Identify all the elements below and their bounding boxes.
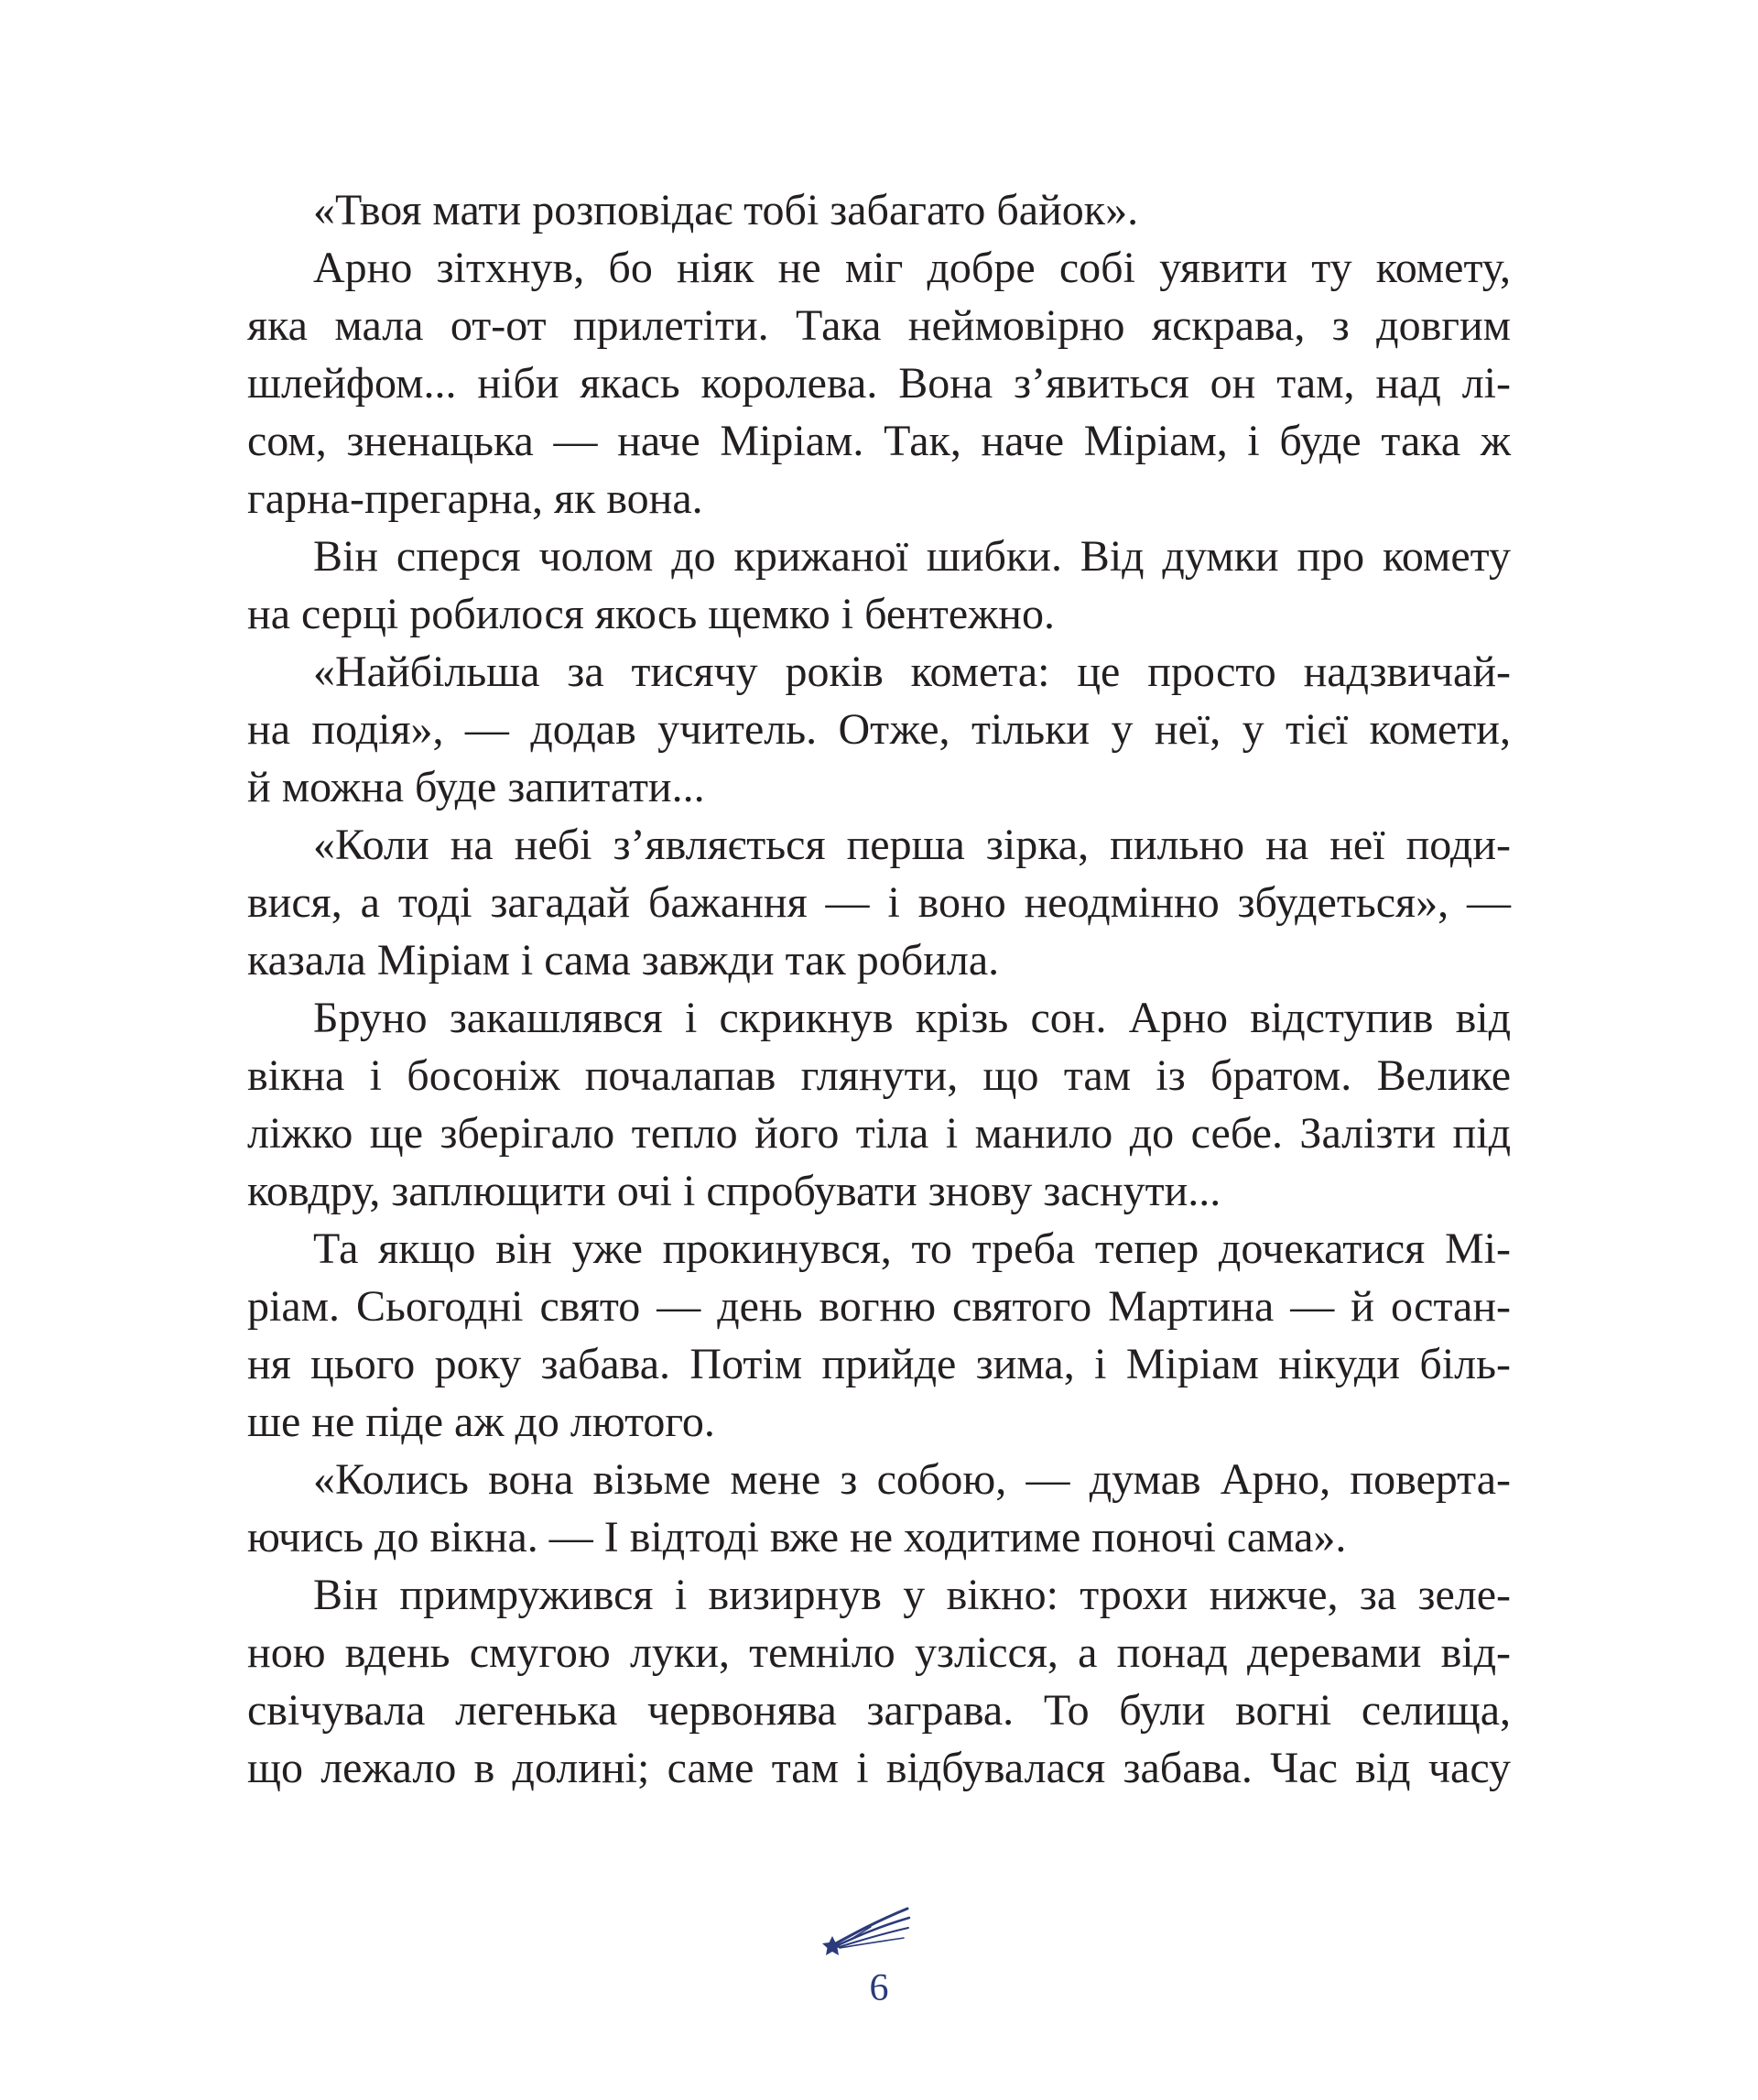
text-line: свічувала легенька червонява заграва. То були вогні селища, <box>247 1686 1511 1735</box>
text-line: Та якщо він уже прокинувся, то треба тепер дочекатися Мі- <box>313 1224 1511 1273</box>
text-line: вікна і босоніж почалапав глянути, що там із братом. Велике <box>247 1051 1511 1100</box>
text-line: ріам. Сьогодні свято — день вогню святого Мартина — й остан- <box>247 1282 1511 1331</box>
shooting-star-icon <box>819 1905 911 1960</box>
text-line: що лежало в долині; саме там і відбувалася забава. Час від часу <box>247 1744 1511 1792</box>
page-number: 6 <box>869 1967 889 2009</box>
text-line: яка мала от-от прилетіти. Така неймовірно яскрава, з довгим <box>247 301 1511 350</box>
page-footer <box>0 1905 1758 2024</box>
text-line: ною вдень смугою луки, темніло узлісся, а понад деревами від- <box>247 1628 1511 1677</box>
text-line: й можна буде запитати... <box>247 763 705 811</box>
text-line: «Твоя мати розповідає тобі забагато байок». <box>313 186 1139 234</box>
text-line: «Колись вона візьме мене з собою, — думав Арно, поверта- <box>313 1455 1511 1504</box>
text-line: гарна-прегарна, як вона. <box>247 474 703 523</box>
text-line: Він примружився і визирнув у вікно: трохи нижче, за зеле- <box>313 1571 1511 1619</box>
text-line: казала Міріам і сама завжди так робила. <box>247 936 1000 985</box>
text-line: ковдру, заплющити очі і спробувати знову заснути... <box>247 1167 1221 1215</box>
text-line: Арно зітхнув, бо ніяк не міг добре собі уявити ту комету, <box>313 244 1511 292</box>
body-text <box>247 181 1511 1797</box>
text-line: ше не піде аж до лютого. <box>247 1398 715 1446</box>
text-line: ня цього року забава. Потім прийде зима, і Міріам нікуди біль- <box>247 1340 1511 1388</box>
text-line: вися, а тоді загадай бажання — і воно неодмінно збудеться», — <box>247 878 1511 927</box>
text-line: «Найбільша за тисячу років комета: це просто надзвичай- <box>313 647 1511 696</box>
text-line: на подія», — додав учитель. Отже, тільки у неї, у тієї комети, <box>247 705 1511 754</box>
text-line: Бруно закашлявся і скрикнув крізь сон. Арно відступив від <box>313 994 1511 1042</box>
text-line: Він сперся чолом до крижаної шибки. Від думки про комету <box>313 532 1511 581</box>
text-line: ліжко ще зберігало тепло його тіла і манило до себе. Залізти під <box>247 1109 1511 1158</box>
text-line: на серці робилося якось щемко і бентежно. <box>247 590 1055 638</box>
text-line: «Коли на небі з’являється перша зірка, пильно на неї поди- <box>313 821 1511 869</box>
text-line: шлейфом... ніби якась королева. Вона з’явиться он там, над лі- <box>247 359 1511 408</box>
text-line: ючись до вікна. — І відтоді вже не ходитиме поночі сама». <box>247 1513 1347 1561</box>
text-line: сом, зненацька — наче Міріам. Так, наче Міріам, і буде така ж <box>247 417 1511 465</box>
